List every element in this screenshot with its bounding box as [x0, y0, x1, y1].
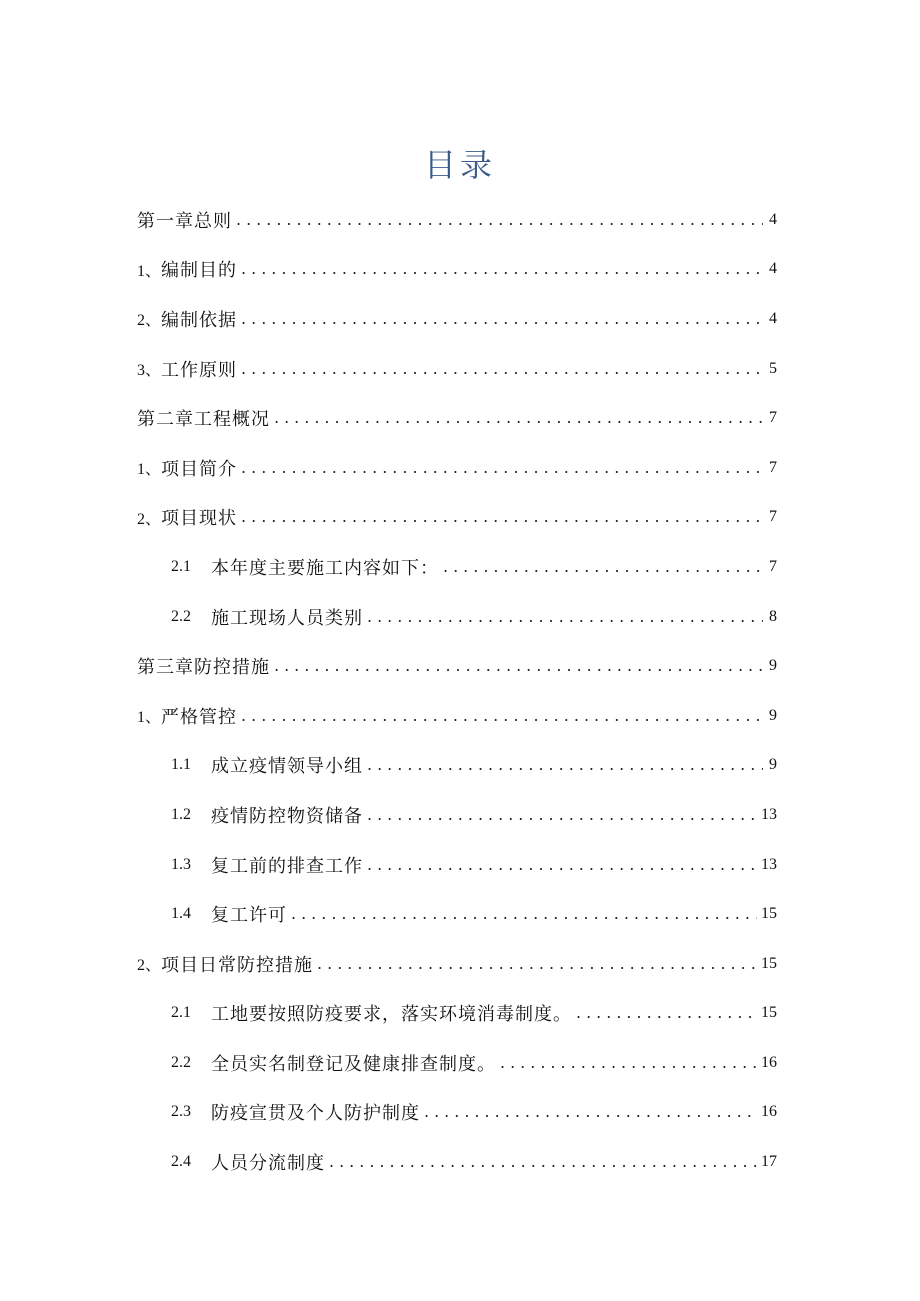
toc-entry-number: 2.2 — [171, 607, 191, 625]
toc-entry-page: 9 — [769, 657, 777, 675]
toc-entry[interactable] — [137, 443, 777, 493]
toc-entry-page: 9 — [769, 706, 777, 724]
toc-entry-number: 2.4 — [171, 1153, 191, 1171]
toc-leader-dots — [241, 358, 763, 380]
toc-entry[interactable] — [137, 939, 777, 989]
toc-entry-page: 13 — [761, 855, 777, 873]
toc-entry-number: 2、 — [137, 957, 162, 975]
toc-leader-dots — [367, 854, 757, 876]
toc-leader-dots — [274, 407, 763, 429]
toc-entry-page: 16 — [761, 1053, 777, 1071]
toc-entry-page: 8 — [769, 607, 777, 625]
toc-entry-page: 7 — [769, 409, 777, 427]
toc-leader-dots — [367, 804, 757, 826]
toc-entry-text: 施工现场人员类别 — [211, 607, 363, 629]
toc-leader-dots — [317, 953, 757, 975]
toc-entry-number: 1.4 — [171, 905, 191, 923]
toc-list — [137, 195, 777, 1187]
toc-entry-page: 4 — [769, 210, 777, 228]
toc-entry-text: 复工前的排查工作 — [211, 855, 363, 877]
toc-entry-number: 1.2 — [171, 805, 191, 823]
toc-entry-page: 5 — [769, 359, 777, 377]
toc-entry[interactable] — [137, 542, 777, 592]
toc-entry-number: 2.2 — [171, 1053, 191, 1071]
toc-entry-text: 编制依据 — [161, 309, 238, 331]
toc-entry-page: 15 — [761, 905, 777, 923]
toc-entry-text: 项目现状 — [161, 508, 238, 530]
toc-entry-text: 工地要按照防疫要求，落实环境消毒制度。 — [211, 1004, 572, 1026]
toc-leader-dots — [443, 556, 763, 578]
toc-entry[interactable] — [137, 889, 777, 939]
toc-entry-number: 1、 — [137, 709, 162, 727]
toc-entry[interactable] — [137, 840, 777, 890]
toc-entry-page: 7 — [769, 458, 777, 476]
toc-entry[interactable] — [137, 1088, 777, 1138]
toc-entry-page: 4 — [769, 309, 777, 327]
toc-entry[interactable] — [137, 1137, 777, 1187]
toc-entry-page: 4 — [769, 260, 777, 278]
toc-entry-text: 第二章工程概况 — [137, 409, 270, 431]
toc-entry-text: 项目简介 — [161, 458, 238, 480]
toc-leader-dots — [241, 258, 763, 280]
toc-entry-page: 7 — [769, 508, 777, 526]
toc-entry[interactable] — [137, 245, 777, 295]
toc-entry[interactable] — [137, 641, 777, 691]
toc-entry[interactable] — [137, 592, 777, 642]
toc-entry[interactable] — [137, 691, 777, 741]
toc-entry-text: 本年度主要施工内容如下： — [211, 557, 439, 579]
toc-entry-number: 2.1 — [171, 557, 191, 575]
toc-leader-dots — [241, 705, 763, 727]
toc-leader-dots — [329, 1151, 757, 1173]
toc-leader-dots — [291, 903, 757, 925]
toc-entry-number: 1.1 — [171, 756, 191, 774]
toc-leader-dots — [241, 308, 763, 330]
toc-entry-page: 16 — [761, 1103, 777, 1121]
toc-entry[interactable] — [137, 195, 777, 245]
toc-entry[interactable] — [137, 741, 777, 791]
toc-leader-dots — [424, 1101, 757, 1123]
toc-entry-text: 严格管控 — [161, 706, 238, 728]
toc-entry-text: 防疫宣贯及个人防护制度 — [211, 1103, 420, 1125]
toc-entry[interactable] — [137, 790, 777, 840]
toc-entry-text: 成立疫情领导小组 — [211, 756, 363, 778]
toc-entry-text: 人员分流制度 — [211, 1153, 325, 1175]
toc-leader-dots — [241, 457, 763, 479]
toc-leader-dots — [367, 606, 763, 628]
toc-entry-text: 全员实名制登记及健康排查制度。 — [211, 1053, 496, 1075]
toc-entry-page: 15 — [761, 954, 777, 972]
toc-entry[interactable] — [137, 493, 777, 543]
toc-entry[interactable] — [137, 989, 777, 1039]
toc-entry-number: 1、 — [137, 262, 162, 280]
toc-entry-text: 复工许可 — [211, 905, 287, 927]
toc-entry-page: 15 — [761, 1004, 777, 1022]
toc-leader-dots — [274, 655, 763, 677]
toc-entry[interactable] — [137, 393, 777, 443]
toc-entry[interactable] — [137, 294, 777, 344]
toc-entry-text: 第一章总则 — [137, 210, 232, 232]
toc-entry-page: 7 — [769, 557, 777, 575]
toc-title: 目录 — [423, 146, 496, 184]
toc-entry-page: 13 — [761, 805, 777, 823]
toc-entry[interactable] — [137, 344, 777, 394]
toc-entry[interactable] — [137, 1038, 777, 1088]
toc-entry-number: 2.3 — [171, 1103, 191, 1121]
toc-entry-text: 编制目的 — [161, 260, 238, 282]
toc-entry-text: 工作原则 — [161, 359, 238, 381]
toc-entry-number: 1、 — [137, 461, 162, 479]
toc-entry-text: 项目日常防控措施 — [161, 954, 314, 976]
toc-leader-dots — [500, 1052, 757, 1074]
toc-entry-number: 2、 — [137, 510, 162, 528]
toc-leader-dots — [241, 506, 763, 528]
toc-entry-number: 1.3 — [171, 855, 191, 873]
toc-entry-number: 2.1 — [171, 1004, 191, 1022]
toc-entry-number: 2、 — [137, 312, 162, 330]
toc-leader-dots — [236, 209, 763, 231]
toc-leader-dots — [576, 1002, 757, 1024]
toc-entry-text: 第三章防控措施 — [137, 657, 270, 679]
toc-entry-number: 3、 — [137, 362, 162, 380]
toc-entry-page: 9 — [769, 756, 777, 774]
toc-leader-dots — [367, 754, 763, 776]
toc-entry-text: 疫情防控物资储备 — [211, 805, 363, 827]
toc-entry-page: 17 — [761, 1153, 777, 1171]
